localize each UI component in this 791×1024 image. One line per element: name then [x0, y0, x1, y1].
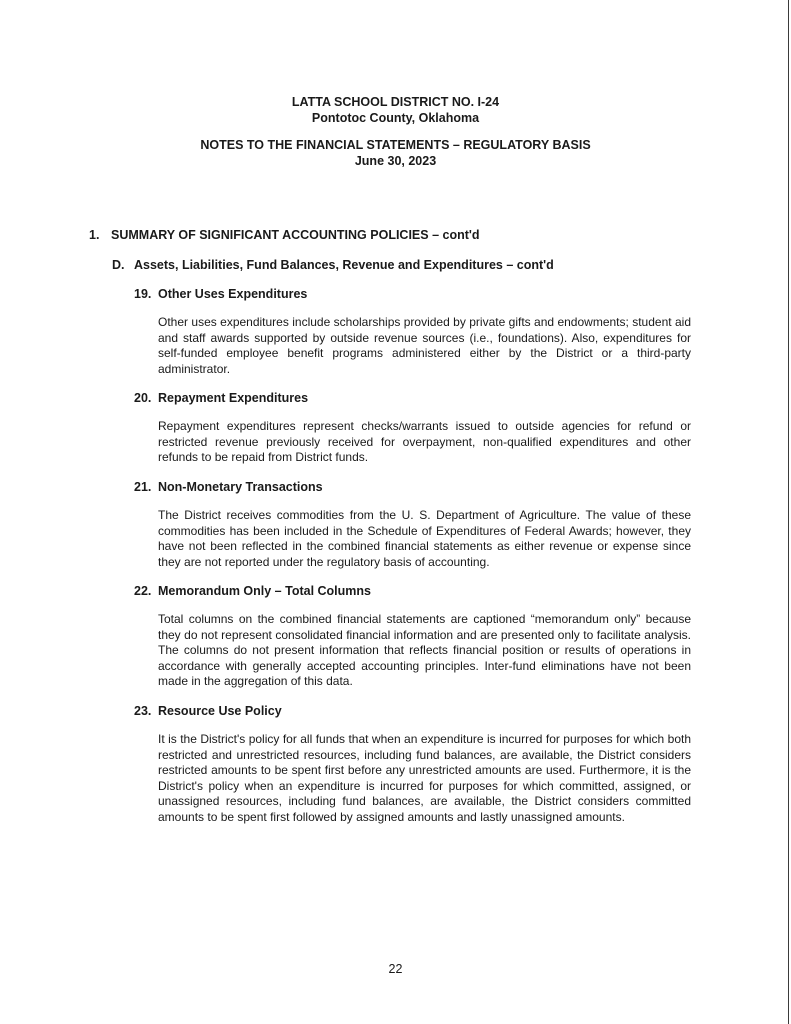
item-paragraph: Repayment expenditures represent checks/warrants issued to outside agencies for refund or restricted revenue previously received for overpayment, non-qualified expenditures and other refunds to be repaid from District funds.	[158, 419, 691, 465]
document-title: NOTES TO THE FINANCIAL STATEMENTS – REGULATORY BASIS	[200, 138, 591, 152]
item-paragraph: Other uses expenditures include scholarships provided by private gifts and endowments; student aid and staff awards supported by outside revenue sources (i.e., foundations). Also, expenditures for self-funded employee benefit programs administered either by the District or a third-party administrator.	[158, 315, 691, 376]
item-number: 23.	[134, 704, 152, 718]
item-number: 19.	[134, 287, 152, 301]
document-date: June 30, 2023	[354, 154, 437, 168]
page-number: 22	[388, 962, 403, 976]
county-name: Pontotoc County, Oklahoma	[311, 111, 480, 125]
item-heading	[134, 286, 307, 302]
item-heading	[134, 390, 308, 406]
item-number: 21.	[134, 480, 152, 494]
item-number: 20.	[134, 391, 152, 405]
item-title: Other Uses Expenditures	[158, 287, 308, 301]
item-title: Resource Use Policy	[158, 704, 282, 718]
item-number: 22.	[134, 584, 152, 598]
document-title-block	[0, 137, 791, 169]
item-paragraph: The District receives commodities from the U. S. Department of Agriculture. The value of these commodities has been included in the Schedule of Expenditures of Federal Awards; however, they have not been reflected in the combined financial statements as either revenue or expense since they are not reported under the regulatory basis of accounting.	[158, 508, 691, 569]
item-title: Memorandum Only – Total Columns	[158, 584, 371, 598]
section-number: 1.	[89, 228, 100, 242]
subsection-title: Assets, Liabilities, Fund Balances, Revenue and Expenditures – cont'd	[134, 258, 554, 272]
item-heading	[134, 583, 371, 599]
item-heading	[134, 479, 323, 495]
section-title: SUMMARY OF SIGNIFICANT ACCOUNTING POLICIES – cont'd	[111, 228, 480, 242]
item-paragraph: It is the District's policy for all funds that when an expenditure is incurred for purposes for which both restricted and unrestricted resources, including fund balances, are available, the District considers restricted amounts to be spent first before any unrestricted amounts are used. Furthermore, it is the District's policy when an expenditure is incurred for purposes for which committed, assigned, or unassigned resources, including fund balances, are available, the District considers committed amounts to be spent first followed by assigned amounts and lastly unassigned amounts.	[158, 732, 691, 824]
subsection-heading	[112, 257, 554, 273]
subsection-letter: D.	[112, 258, 125, 272]
district-name: LATTA SCHOOL DISTRICT NO. I-24	[291, 95, 500, 109]
item-title: Non-Monetary Transactions	[158, 480, 323, 494]
item-paragraph: Total columns on the combined financial statements are captioned “memorandum only” because they do not represent consolidated financial information and are presented only to facilitate analysis. The columns do not present information that reflects financial position or results of operations in accordance with generally accepted accounting principles. Inter-fund eliminations have not been made in the aggregation of this data.	[158, 612, 691, 689]
item-heading	[134, 703, 282, 719]
section-heading	[89, 227, 480, 243]
document-header	[0, 94, 791, 126]
item-title: Repayment Expenditures	[158, 391, 309, 405]
